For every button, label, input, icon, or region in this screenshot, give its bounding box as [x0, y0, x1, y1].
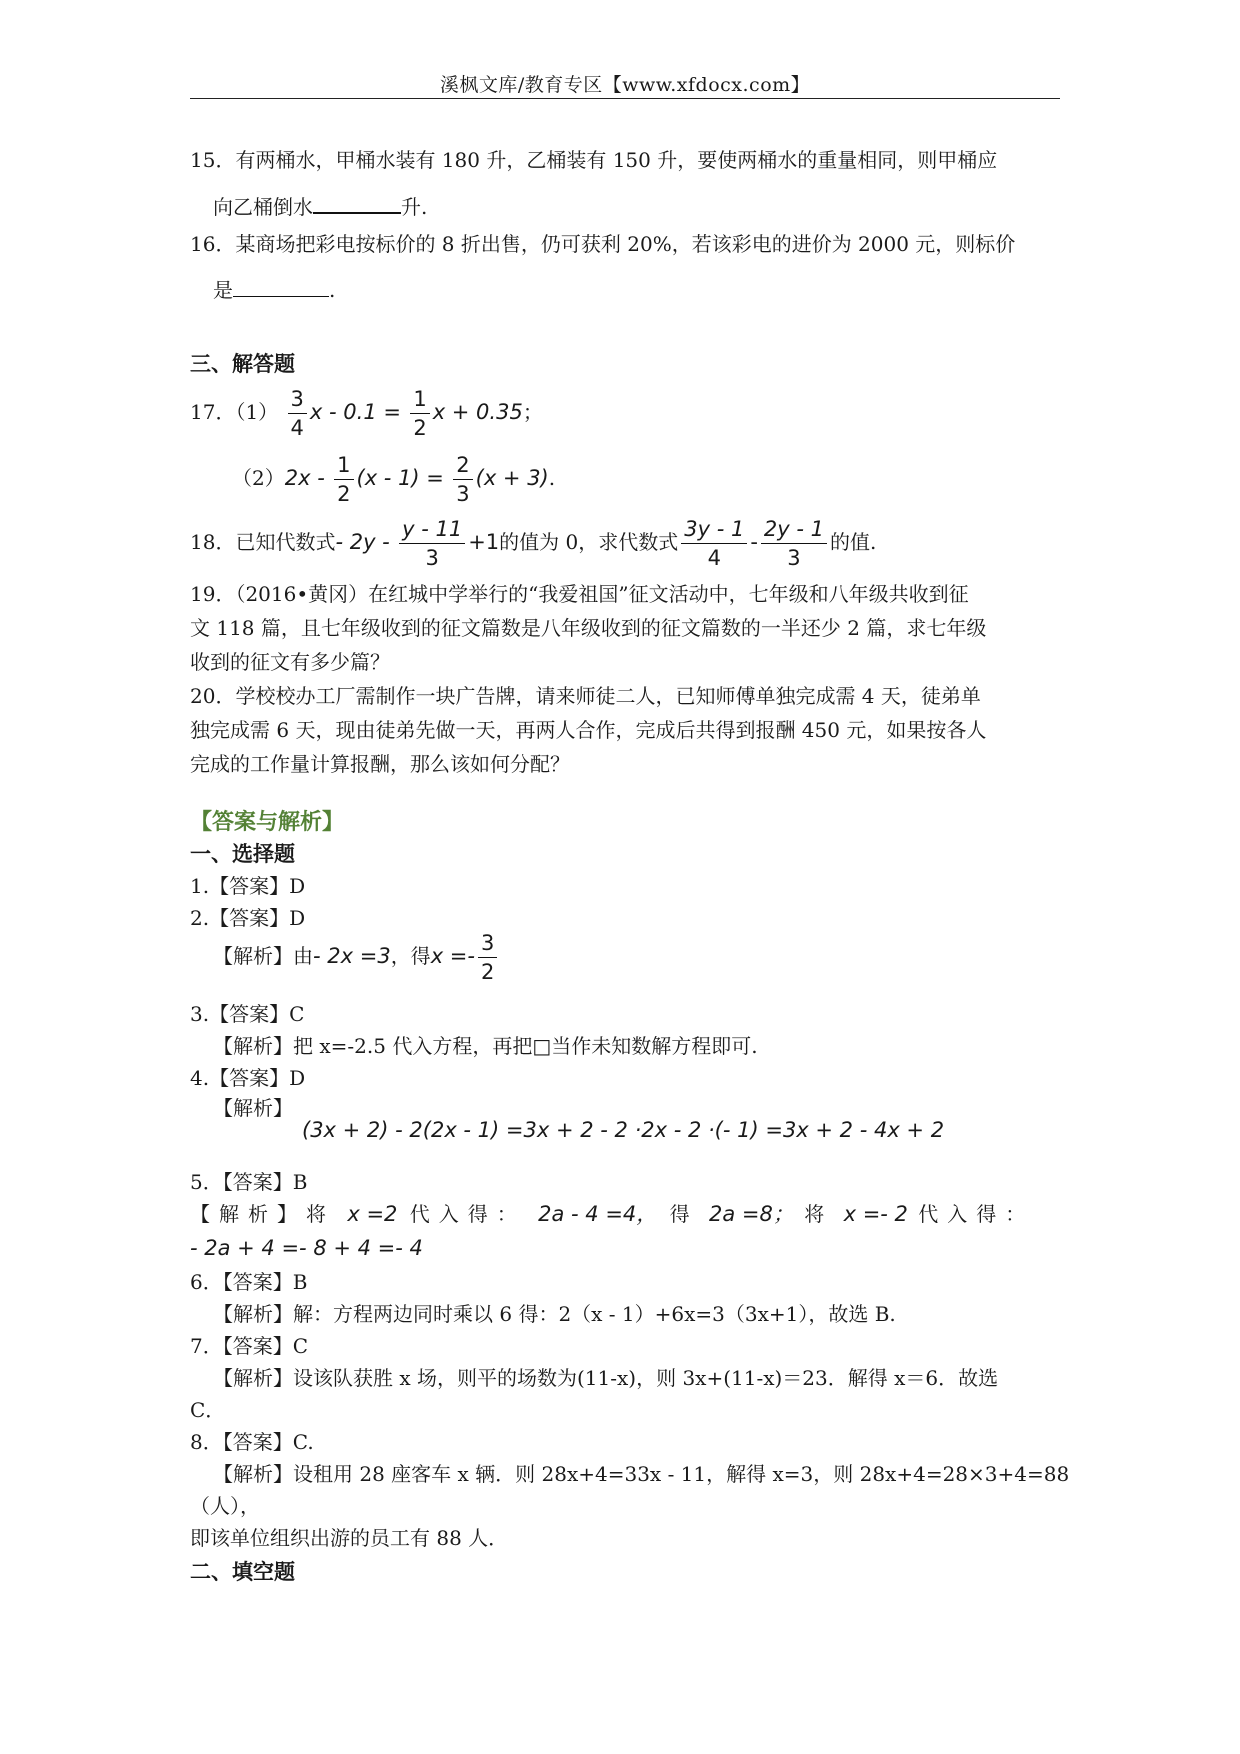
answer-4-explanation-label: 【解析】 [213, 1096, 293, 1120]
answer-1: 1.【答案】D [190, 874, 306, 898]
answer-7-explanation-line-1: 【解析】设该队获胜 x 场，则平的场数为(11-x)，则 3x+(11-x)＝23．解得 x＝6．故选 [213, 1366, 999, 1390]
question-18: 18．已知代数式- 2y - $\frac{y - 11}{3}$ +1的值为 0，求代数式 $\frac{3y - 1}{4}$ - $\frac{2y - 1}{3}$ 的值. [190, 517, 877, 570]
equation-text: x + 0.35 [432, 400, 523, 424]
answer-5-explanation-line-2: - 2a + 4 =- 8 + 4 =- 4 [190, 1236, 423, 1260]
section-3-heading: 三、解答题 [190, 351, 295, 376]
fraction: $\frac{1}{2}$ [334, 451, 353, 508]
answer-8-explanation-line-1: 【解析】设租用 28 座客车 x 辆．则 28x+4=33x - 11，解得 x=3，则 28x+4=28×3+4=88 [213, 1462, 1070, 1486]
fraction: $\frac{3y - 1}{4}$ [681, 515, 747, 572]
equation-text: (x - 1) = [356, 466, 444, 490]
question-20-line-3: 完成的工作量计算报酬，那么该如何分配？ [190, 752, 570, 776]
question-20-line-1: 20．学校校办工厂需制作一块广告牌，请来师徒二人，已知师傅单独完成需 4 天，徒弟单 [190, 684, 981, 708]
question-17-part-2: （2）2x - $\frac{1}{2}$ (x - 1) = $\frac{2}{3}$ (x + 3). [232, 453, 556, 506]
question-17-part-2-label: （2） [232, 466, 285, 490]
answer-8-explanation-line-3: 即该单位组织出游的员工有 88 人． [190, 1526, 509, 1550]
question-15-line-1: 15．有两桶水，甲桶水装有 180 升，乙桶装有 150 升，要使两桶水的重量相同，则甲桶应 [190, 148, 998, 172]
answer-3: 3.【答案】C [190, 1002, 305, 1026]
answer-4-equation: (3x + 2) - 2(2x - 1) =3x + 2 - 2 ·2x - 2 ·(- 1) =3x + 2 - 4x + 2 [302, 1118, 945, 1142]
answer-2-explanation: 【解析】由- 2x =3，得x =- $\frac{3}{2}$ [213, 928, 500, 986]
answer-5: 5．【答案】B [190, 1170, 308, 1194]
question-15-suffix: 升. [401, 195, 428, 219]
question-19-line-3: 收到的征文有多少篇？ [190, 650, 390, 674]
fraction: $\frac{3}{2}$ [478, 929, 497, 986]
answer-5-explanation-line-1: 【解析】将 x =2 代入得： 2a - 4 =4， 得 2a =8； 将 x =- 2 代入得： [190, 1202, 1035, 1226]
question-15-line-2 [213, 190, 427, 221]
answers-heading: 【答案与解析】 [190, 809, 345, 835]
header-divider [190, 98, 1060, 99]
answer-8-explanation-line-2: （人）， [190, 1494, 260, 1518]
fraction: $\frac{y - 11}{3}$ [399, 515, 465, 572]
answer-7-explanation-line-2: C． [190, 1398, 226, 1422]
fraction: $\frac{2y - 1}{3}$ [761, 515, 827, 572]
question-16-line-2 [213, 274, 335, 304]
section-1-heading: 一、选择题 [190, 841, 295, 866]
answer-7: 7．【答案】C [190, 1334, 309, 1358]
question-19-line-2: 文 118 篇，且七年级收到的征文篇数是八年级收到的征文篇数的一半还少 2 篇，求七年级 [190, 616, 987, 640]
question-16-answer-blank[interactable] [233, 274, 329, 297]
fraction: $\frac{3}{4}$ [288, 385, 307, 442]
answer-3-explanation: 【解析】把 x=-2.5 代入方程，再把□当作未知数解方程即可. [213, 1034, 758, 1058]
question-15-prefix: 向乙桶倒水 [213, 195, 313, 219]
question-17-part-1: 17．（1） $\frac{3}{4}$ x - 0.1 = $\frac{1}{2}$ x + 0.35； [190, 387, 543, 440]
answer-6-explanation: 【解析】解：方程两边同时乘以 6 得：2（x - 1）+6x=3（3x+1），故选 B. [213, 1302, 896, 1326]
question-17-label: 17．（1） [190, 400, 279, 424]
answer-2: 2.【答案】D [190, 906, 306, 930]
question-16-suffix: . [329, 278, 336, 302]
equation-text: x - 0.1 = [309, 400, 401, 424]
answer-4: 4.【答案】D [190, 1066, 306, 1090]
section-2-heading: 二、填空题 [190, 1559, 295, 1584]
page-header: 溪枫文库/教育专区【www.xfdocx.com】 [439, 74, 811, 96]
answer-8: 8．【答案】C. [190, 1430, 314, 1454]
fraction: $\frac{2}{3}$ [453, 451, 472, 508]
equation-text: 2x - [284, 466, 325, 490]
question-16-line-1: 16．某商场把彩电按标价的 8 折出售，仍可获利 20%，若该彩电的进价为 2000 元，则标价 [190, 232, 1016, 256]
question-20-line-2: 独完成需 6 天，现由徒弟先做一天，再两人合作，完成后共得到报酬 450 元，如果按各人 [190, 718, 987, 742]
question-16-prefix: 是 [213, 278, 233, 302]
question-15-answer-blank[interactable] [313, 190, 401, 214]
fraction: $\frac{1}{2}$ [410, 385, 429, 442]
equation-text: (x + 3) [475, 466, 549, 490]
question-19-line-1: 19．（2016•黄冈）在红城中学举行的“我爱祖国”征文活动中，七年级和八年级共收到征 [190, 582, 969, 606]
answer-6: 6．【答案】B [190, 1270, 308, 1294]
